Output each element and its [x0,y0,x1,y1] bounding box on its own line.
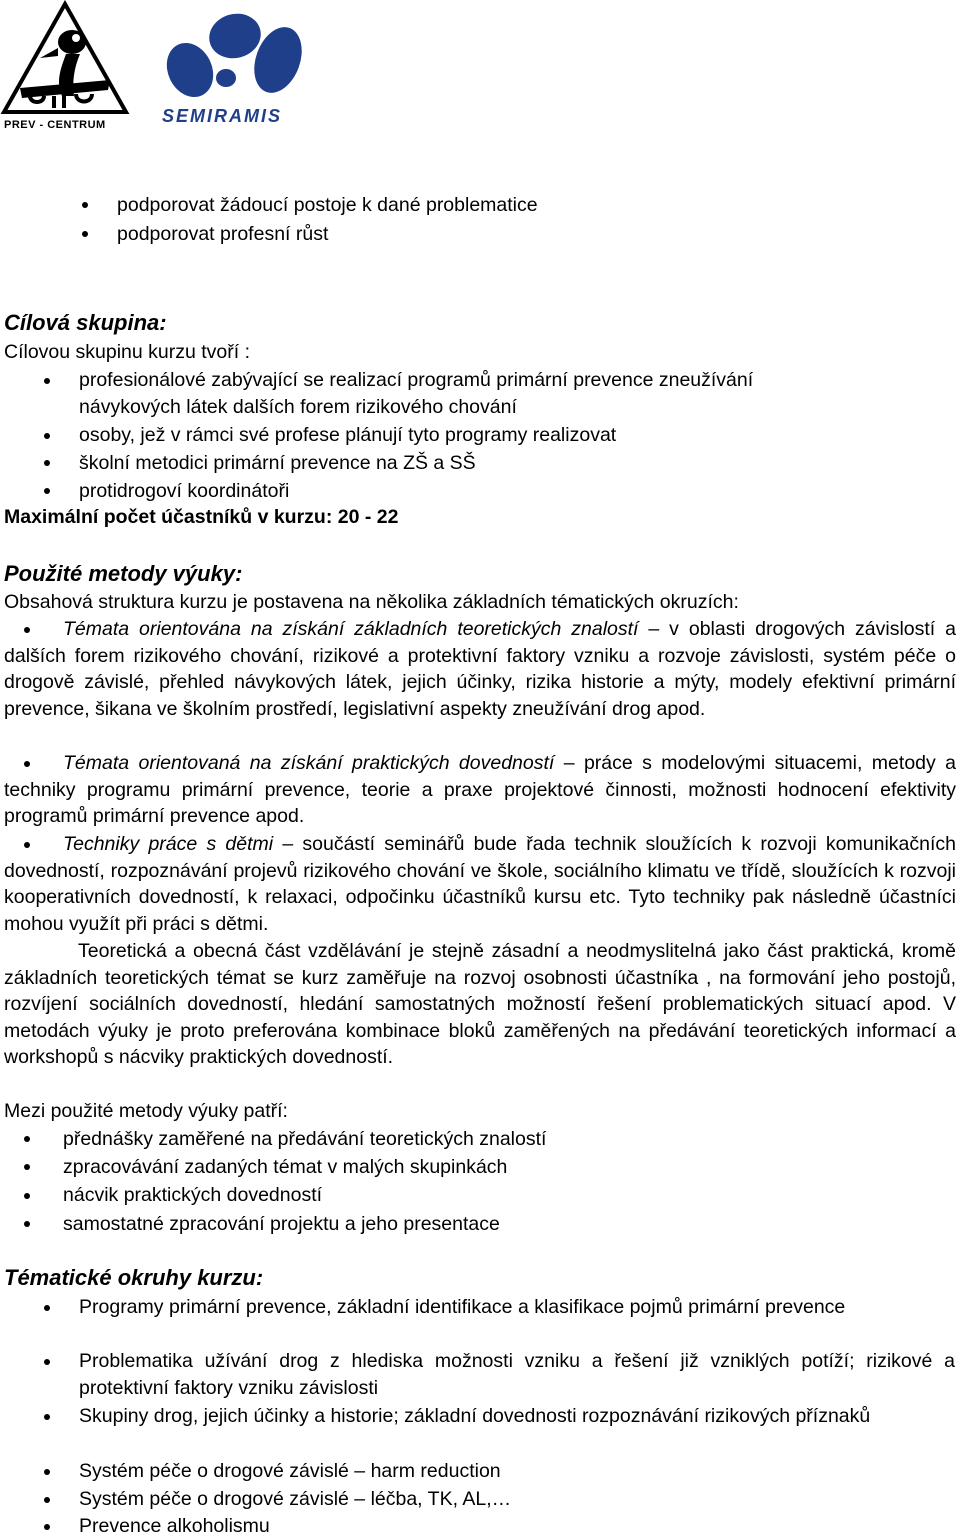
methods-item-text: – součástí seminářů bude řada technik sloužících k rozvoji komunikačních dovedností, rozpoznávání projevů rizikového chování ve škole, sociálního klimatu ve třídě, sloužících k rozvoji kooperativních dovedností, k relaxaci, odpočinku účastníků kursu etc. Tyto techniky pak následně účastníci mohou využít při práci s dětmi. [4,833,956,935]
target-group-intro: Cílovou skupinu kurzu tvoří : [4,341,251,363]
topics-item: Prevence alkoholismu [79,1515,270,1537]
bullet-icon [44,1305,50,1311]
methods-item-title: Techniky práce s dětmi [63,833,274,855]
methods-list-item: přednášky zaměřené na předávání teoretických znalostí [63,1128,547,1150]
topics-item: Programy primární prevence, základní identifikace a klasifikace pojmů primární prevence [79,1296,846,1318]
methods-list-item: nácvik praktických dovedností [63,1184,323,1206]
bullet-icon [82,231,88,237]
bullet-icon [24,1221,30,1227]
methods-item-practice [4,750,956,830]
target-group-heading: Cílová skupina: [4,310,167,335]
bullet-icon [82,202,88,208]
target-item-line: návykových látek dalších forem rizikového chování [79,396,517,418]
bullet-icon [44,1469,50,1475]
methods-item-title: Témata orientována na získání základních teoretických znalostí [63,618,639,640]
bullet-icon [44,378,50,384]
bullet-icon [44,433,50,439]
target-item: protidrogoví koordinátoři [79,480,290,502]
methods-paragraph: Teoretická a obecná část vzdělávání je stejně zásadní a neodmyslitelná jako část praktická, kromě základních teoretických témat se kurz zaměřuje na rozvoj osobnosti účastníka , na formování jeho postojů, rozvíjení sociálních dovedností, hledání samostatných možností řešení problematických situací apod. V metodách výuky je proto preferována kombinace bloků zaměřených na předávání teoretických informací a workshopů s nácviky praktických dovedností. [4,940,956,1069]
methods-item-text: – v oblasti drogových závislostí a dalších forem rizikového chování, rizikové a protektivní faktory vzniku a rozvoje závislosti, systém péče o drogově závislé, přehled návykových látek, jejich účinky, rizika historie a mýty, modely efektivní primární prevence, šikana ve školním prostředí, legislativní aspekty zneužívání drog apod. [4,618,956,720]
semiramis-label: SEMIRAMIS [162,106,283,126]
semiramis-logo [160,2,310,126]
topics-item: Systém péče o drogové závislé – harm reduction [79,1460,501,1482]
topics-item: Skupiny drog, jejich účinky a historie; základní dovednosti rozpoznávání rizikových příznaků [79,1405,871,1427]
bullet-icon [24,1136,30,1142]
methods-list-item: zpracovávání zadaných témat v malých skupinkách [63,1156,508,1178]
bullet-icon [44,1414,50,1420]
bullet-icon [24,1164,30,1170]
topics-item: Problematika užívání drog z hlediska možnosti vzniku a řešení již vzniklých potíží; rizikové a protektivní faktory vzniku závislosti [79,1350,955,1399]
bullet-icon [44,488,50,494]
methods-list-item: samostatné zpracování projektu a jeho presentace [63,1213,500,1235]
top-bullet-item: podporovat profesní růst [117,223,329,245]
methods-item-text: – práce s modelovými situacemi, metody a techniky programu primární prevence, teorie a praxe projektové činnosti, možnosti hodnocení efektivity programů primární prevence apod. [4,752,956,828]
header-logos [0,0,960,140]
target-item: školní metodici primární prevence na ZŠ a SŠ [79,452,476,474]
bullet-icon [44,1497,50,1503]
top-bullet-item: podporovat žádoucí postoje k dané problematice [117,194,538,216]
prev-centrum-label: PREV - CENTRUM [4,119,106,131]
methods-intro: Obsahová struktura kurzu je postavena na několika základních tématických okruzích: [4,591,739,613]
methods-heading: Použité metody výuky: [4,561,243,586]
bullet-icon [44,1359,50,1365]
methods-item-techniques [4,831,956,937]
bullet-icon [44,460,50,466]
target-item-line: profesionálové zabývající se realizací programů primární prevence zneužívání [79,369,754,391]
max-participants: Maximální počet účastníků v kurzu: 20 - 22 [4,506,399,528]
topics-heading: Tématické okruhy kurzu: [4,1265,264,1290]
methods-item-theory [4,616,956,722]
target-item: osoby, jež v rámci své profese plánují tyto programy realizovat [79,424,617,446]
prev-centrum-logo [0,0,130,136]
methods-item-title: Témata orientovaná na získání praktických dovedností [63,752,555,774]
bullet-icon [44,1524,50,1530]
topics-item: Systém péče o drogové závislé – léčba, TK, AL,… [79,1488,512,1510]
bullet-icon [24,1193,30,1199]
target-item [79,367,955,394]
methods-list-intro: Mezi použité metody výuky patří: [4,1100,288,1122]
